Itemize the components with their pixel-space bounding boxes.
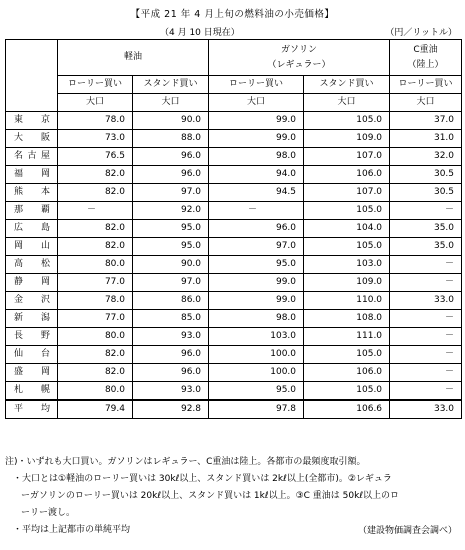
heavy-oil-header-line2: （陸上） xyxy=(407,59,444,70)
price-cell: 82.0 xyxy=(58,220,133,238)
gasoline-header xyxy=(209,40,390,76)
price-cell: 96.0 xyxy=(209,220,304,238)
table-row xyxy=(6,112,462,130)
price-cell: 95.0 xyxy=(133,238,209,256)
price-cell: 95.0 xyxy=(133,220,209,238)
price-cell: 92.8 xyxy=(133,400,209,419)
price-cell: 82.0 xyxy=(58,166,133,184)
price-cell: － xyxy=(58,202,133,220)
table-row xyxy=(6,238,462,256)
heavy-oil-header-line1: C重油 xyxy=(413,44,438,55)
price-cell: 90.0 xyxy=(133,256,209,274)
header-row-bulk xyxy=(6,94,462,112)
price-cell: 106.0 xyxy=(304,166,390,184)
price-cell: 96.0 xyxy=(133,364,209,382)
price-cell: 107.0 xyxy=(304,184,390,202)
note-line: 注)・いずれも大口買い。ガソリンはレギュラー、C重油は陸上。各都市の最頻度取引額。 xyxy=(5,457,366,467)
price-cell: － xyxy=(390,364,462,382)
price-cell: － xyxy=(390,328,462,346)
price-cell: 96.0 xyxy=(133,148,209,166)
table-row xyxy=(6,148,462,166)
price-cell: 37.0 xyxy=(390,112,462,130)
price-cell: 100.0 xyxy=(209,364,304,382)
price-cell: 76.5 xyxy=(58,148,133,166)
city-cell: 金沢 xyxy=(6,292,58,310)
city-cell: 盛岡 xyxy=(6,364,58,382)
price-cell: 110.0 xyxy=(304,292,390,310)
price-cell: 95.0 xyxy=(209,256,304,274)
price-cell: 86.0 xyxy=(133,292,209,310)
price-cell: 96.0 xyxy=(133,166,209,184)
bulk-header: 大口 xyxy=(133,94,209,112)
price-cell: 92.0 xyxy=(133,202,209,220)
price-cell: 33.0 xyxy=(390,292,462,310)
price-cell: － xyxy=(390,310,462,328)
price-cell: 31.0 xyxy=(390,130,462,148)
price-cell: － xyxy=(390,256,462,274)
price-cell: 88.0 xyxy=(133,130,209,148)
note-line: ーガソリンのローリー買いは 20kℓ以上、スタンド買いは 1kℓ以上。③C 重油は 50kℓ以上のロ xyxy=(21,491,400,501)
kerosene-lorry-header: ローリー買い xyxy=(58,76,133,94)
price-cell: 94.5 xyxy=(209,184,304,202)
bulk-header: 大口 xyxy=(390,94,462,112)
city-cell: 熊本 xyxy=(6,184,58,202)
price-cell: 105.0 xyxy=(304,202,390,220)
price-cell: － xyxy=(390,202,462,220)
price-cell: 107.0 xyxy=(304,148,390,166)
price-cell: 94.0 xyxy=(209,166,304,184)
price-cell: 82.0 xyxy=(58,346,133,364)
heavy-oil-lorry-header: ローリー買い xyxy=(390,76,462,94)
bulk-header: 大口 xyxy=(304,94,390,112)
city-cell: 新潟 xyxy=(6,310,58,328)
price-cell: 35.0 xyxy=(390,220,462,238)
gasoline-lorry-header: ローリー買い xyxy=(209,76,304,94)
city-header-cell xyxy=(6,40,58,112)
header-row-purchase-type xyxy=(6,76,462,94)
city-cell: 仙台 xyxy=(6,346,58,364)
price-cell: 78.0 xyxy=(58,112,133,130)
price-cell: 85.0 xyxy=(133,310,209,328)
price-cell: 106.0 xyxy=(304,364,390,382)
note-line: ・大口とは①軽油のローリー買いは 30kℓ以上、スタンド買いは 2kℓ以上(全都市)。②レギュラ xyxy=(13,474,392,484)
gasoline-header-line2: （レギュラー） xyxy=(267,59,331,70)
average-row xyxy=(6,400,462,419)
price-cell: 30.5 xyxy=(390,184,462,202)
price-cell: 97.8 xyxy=(209,400,304,419)
bulk-header: 大口 xyxy=(209,94,304,112)
price-cell: 104.0 xyxy=(304,220,390,238)
price-cell: 96.0 xyxy=(133,346,209,364)
bulk-header: 大口 xyxy=(58,94,133,112)
price-cell: 106.6 xyxy=(304,400,390,419)
price-cell: 105.0 xyxy=(304,112,390,130)
price-cell: 93.0 xyxy=(133,328,209,346)
price-cell: － xyxy=(390,382,462,401)
table-row xyxy=(6,292,462,310)
price-cell: 99.0 xyxy=(209,112,304,130)
price-cell: 99.0 xyxy=(209,130,304,148)
gasoline-header-line1: ガソリン xyxy=(281,44,318,55)
price-cell: 100.0 xyxy=(209,346,304,364)
price-cell: 105.0 xyxy=(304,382,390,401)
price-cell: 80.0 xyxy=(58,382,133,401)
city-cell: 福岡 xyxy=(6,166,58,184)
price-cell: 82.0 xyxy=(58,364,133,382)
price-cell: 82.0 xyxy=(58,184,133,202)
gasoline-stand-header: スタンド買い xyxy=(304,76,390,94)
table-row xyxy=(6,310,462,328)
price-cell: 80.0 xyxy=(58,256,133,274)
price-cell: 98.0 xyxy=(209,148,304,166)
city-cell: 那覇 xyxy=(6,202,58,220)
unit-note: （円／リットル） xyxy=(385,28,457,38)
price-cell: 73.0 xyxy=(58,130,133,148)
price-cell: 78.0 xyxy=(58,292,133,310)
city-cell: 名古屋 xyxy=(6,148,58,166)
price-cell: 30.5 xyxy=(390,166,462,184)
heavy-oil-header xyxy=(390,40,462,76)
price-cell: 97.0 xyxy=(133,184,209,202)
city-cell: 長野 xyxy=(6,328,58,346)
price-cell: 98.0 xyxy=(209,310,304,328)
date-note: （4 月 10 日現在） xyxy=(160,28,240,38)
price-cell: 33.0 xyxy=(390,400,462,419)
price-cell: 108.0 xyxy=(304,310,390,328)
price-cell: － xyxy=(209,202,304,220)
price-cell: 93.0 xyxy=(133,382,209,401)
price-cell: 90.0 xyxy=(133,112,209,130)
table-row xyxy=(6,382,462,401)
table-row xyxy=(6,256,462,274)
price-cell: 103.0 xyxy=(209,328,304,346)
kerosene-header: 軽油 xyxy=(58,40,209,76)
price-cell: 109.0 xyxy=(304,130,390,148)
city-cell: 静岡 xyxy=(6,274,58,292)
city-cell: 広島 xyxy=(6,220,58,238)
price-cell: 80.0 xyxy=(58,328,133,346)
price-cell: 79.4 xyxy=(58,400,133,419)
table-row xyxy=(6,130,462,148)
price-cell: 103.0 xyxy=(304,256,390,274)
table-row xyxy=(6,184,462,202)
table-row xyxy=(6,364,462,382)
note-line: ・平均は上記都市の単純平均 xyxy=(13,525,131,535)
table-row xyxy=(6,220,462,238)
kerosene-stand-header: スタンド買い xyxy=(133,76,209,94)
city-cell: 平均 xyxy=(6,400,58,419)
note-line: ーリー渡し。 xyxy=(21,508,76,518)
price-cell: 109.0 xyxy=(304,274,390,292)
price-cell: － xyxy=(390,274,462,292)
price-table xyxy=(5,39,462,419)
city-cell: 高松 xyxy=(6,256,58,274)
price-cell: 99.0 xyxy=(209,292,304,310)
table-row xyxy=(6,274,462,292)
price-cell: 82.0 xyxy=(58,238,133,256)
city-cell: 東京 xyxy=(6,112,58,130)
table-row xyxy=(6,202,462,220)
price-cell: － xyxy=(390,346,462,364)
price-cell: 77.0 xyxy=(58,274,133,292)
city-cell: 札幌 xyxy=(6,382,58,401)
price-cell: 95.0 xyxy=(209,382,304,401)
price-cell: 105.0 xyxy=(304,346,390,364)
price-cell: 111.0 xyxy=(304,328,390,346)
table-body xyxy=(6,112,462,419)
header-row-fuel xyxy=(6,40,462,76)
page-title: 【平成 21 年 4 月上旬の燃料油の小売価格】 xyxy=(130,9,335,20)
city-cell: 大阪 xyxy=(6,130,58,148)
table-row xyxy=(6,328,462,346)
price-cell: 105.0 xyxy=(304,238,390,256)
price-cell: 97.0 xyxy=(133,274,209,292)
price-cell: 99.0 xyxy=(209,274,304,292)
price-cell: 35.0 xyxy=(390,238,462,256)
table-row xyxy=(6,166,462,184)
price-cell: 97.0 xyxy=(209,238,304,256)
source-note: （建設物価調査会調べ） xyxy=(357,526,457,536)
price-cell: 32.0 xyxy=(390,148,462,166)
table-row xyxy=(6,346,462,364)
city-cell: 岡山 xyxy=(6,238,58,256)
price-cell: 77.0 xyxy=(58,310,133,328)
